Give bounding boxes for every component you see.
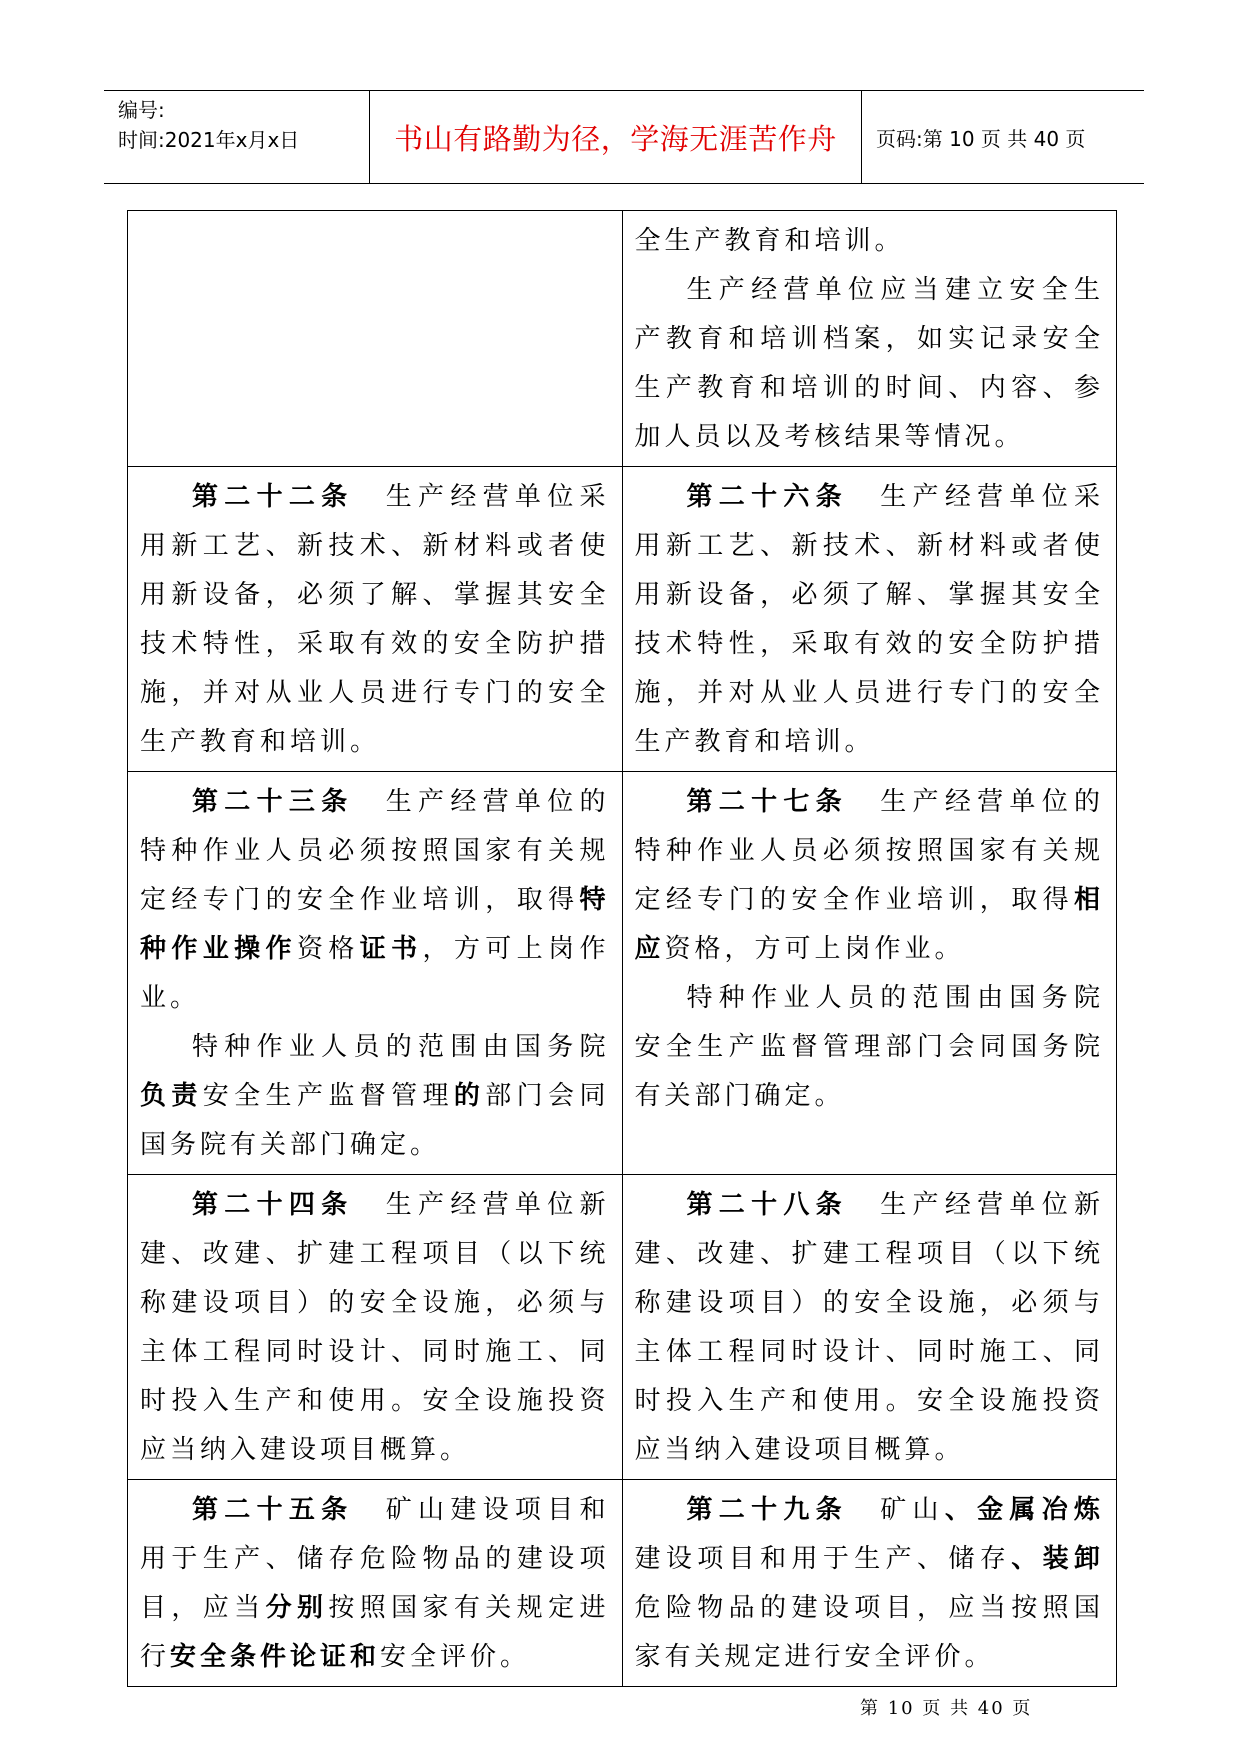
article-text: 生产经营单位新建、改建、扩建工程项目（以下统称建设项目）的安全设施，必须与主体工程同时设计、同时施工、同时投入生产和使用。安全设施投资应当纳入建设项目概算。	[634, 1190, 1104, 1465]
bold-text: 第二十三条	[192, 787, 354, 817]
article-text: 生产经营单位的特种作业人员必须按照国家有关规定经专门的安全作业培训，取得	[634, 787, 1104, 915]
article-text: 部门会同国务院有关部门确定。	[140, 1081, 610, 1160]
article-text: 安全评价。	[380, 1642, 531, 1672]
header-page-info: 页码:第 10 页 共 40 页	[876, 126, 1086, 151]
article-text: 生产经营单位的特种作业人员必须按照国家有关规定经专门的安全作业培训，取得	[140, 787, 610, 915]
article-text: 按照国家有关规定进行	[140, 1593, 610, 1672]
new-article-cell	[622, 1175, 1117, 1480]
new-article-cell	[622, 1480, 1117, 1687]
bold-text: 、装卸	[1011, 1544, 1104, 1574]
old-article-cell	[128, 1480, 623, 1687]
table-row	[128, 772, 1117, 1175]
document-time-label: 时间:2021年x月x日	[118, 128, 300, 152]
table-row	[128, 211, 1117, 467]
bold-text: 第二十九条	[686, 1495, 848, 1525]
article-text: 特种作业人员的范围由国务院	[192, 1032, 610, 1062]
article-paragraph	[635, 473, 1105, 767]
article-paragraph	[140, 1486, 610, 1682]
bold-text: 第二十六条	[686, 482, 848, 512]
document-number-label: 编号:	[118, 98, 165, 122]
bold-text: 负责	[140, 1081, 203, 1111]
article-text: 危险物品的建设项目，应当按照国家有关规定进行安全评价。	[634, 1593, 1104, 1672]
page-footer: 第 10 页 共 40 页	[860, 1698, 1033, 1719]
article-text: 资格，方可上岗作业。	[664, 934, 965, 964]
header-motto: 书山有路勤为径，学海无涯苦作舟	[394, 121, 837, 156]
article-paragraph	[140, 473, 610, 767]
bold-text: 的	[453, 1081, 486, 1111]
new-article-cell	[622, 211, 1117, 467]
table-row	[128, 467, 1117, 772]
article-text: 特种作业人员的范围由国务院安全生产监督管理部门会同国务院有关部门确定。	[634, 983, 1104, 1111]
old-article-cell	[128, 1175, 623, 1480]
header-meta	[104, 91, 370, 183]
header-page-info-cell	[862, 91, 1144, 183]
article-paragraph	[140, 778, 610, 1023]
new-article-cell	[622, 772, 1117, 1175]
old-article-cell	[128, 211, 623, 467]
old-article-cell	[128, 467, 623, 772]
article-paragraph	[635, 778, 1105, 974]
bold-text: 、金属冶炼	[944, 1495, 1104, 1525]
bold-text: 安全条件论证和	[170, 1642, 381, 1672]
article-paragraph	[635, 266, 1105, 462]
article-text: 全生产教育和培训。	[634, 226, 905, 256]
bold-text: 第二十四条	[192, 1190, 354, 1220]
comparison-table-body	[128, 211, 1117, 1687]
bold-text: 第二十二条	[192, 482, 354, 512]
article-paragraph	[140, 1023, 610, 1170]
article-text: 生产经营单位采用新工艺、新技术、新材料或者使用新设备，必须了解、掌握其安全技术特性，采取有效的安全防护措施，并对从业人员进行专门的安全生产教育和培训。	[634, 482, 1104, 757]
bold-text: 第二十五条	[192, 1495, 354, 1525]
comparison-table	[127, 210, 1117, 1687]
bold-text: 第二十八条	[686, 1190, 848, 1220]
article-text: 安全生产监督管理	[202, 1081, 454, 1111]
article-text: 资格	[296, 934, 360, 964]
bold-text: 特种作业操作	[140, 885, 610, 964]
bold-text: 分别	[265, 1593, 329, 1623]
table-row	[128, 1175, 1117, 1480]
bold-text: 相应	[634, 885, 1104, 964]
article-text: 生产经营单位应当建立安全生产教育和培训档案，如实记录安全生产教育和培训的时间、内容、参加人员以及考核结果等情况。	[634, 275, 1104, 452]
old-article-cell	[128, 772, 623, 1175]
article-text: ，方可上岗作业。	[140, 934, 610, 1013]
article-paragraph	[635, 974, 1105, 1121]
article-text: 矿山	[847, 1495, 945, 1525]
table-row	[128, 1480, 1117, 1687]
article-paragraph	[635, 217, 1105, 266]
article-paragraph	[635, 1486, 1105, 1682]
article-text: 生产经营单位新建、改建、扩建工程项目（以下统称建设项目）的安全设施，必须与主体工程同时设计、同时施工、同时投入生产和使用。安全设施投资应当纳入建设项目概算。	[140, 1190, 610, 1465]
article-paragraph	[635, 1181, 1105, 1475]
article-text: 生产经营单位采用新工艺、新技术、新材料或者使用新设备，必须了解、掌握其安全技术特性，采取有效的安全防护措施，并对从业人员进行专门的安全生产教育和培训。	[140, 482, 610, 757]
new-article-cell	[622, 467, 1117, 772]
article-text: 矿山建设项目和用于生产、储存危险物品的建设项目，应当	[140, 1495, 610, 1623]
header-motto-cell	[370, 91, 862, 183]
bold-text: 第二十七条	[686, 787, 848, 817]
bold-text: 证书	[359, 934, 423, 964]
article-text: 建设项目和用于生产、储存	[634, 1544, 1012, 1574]
article-paragraph	[140, 1181, 610, 1475]
page-header	[104, 90, 1144, 184]
